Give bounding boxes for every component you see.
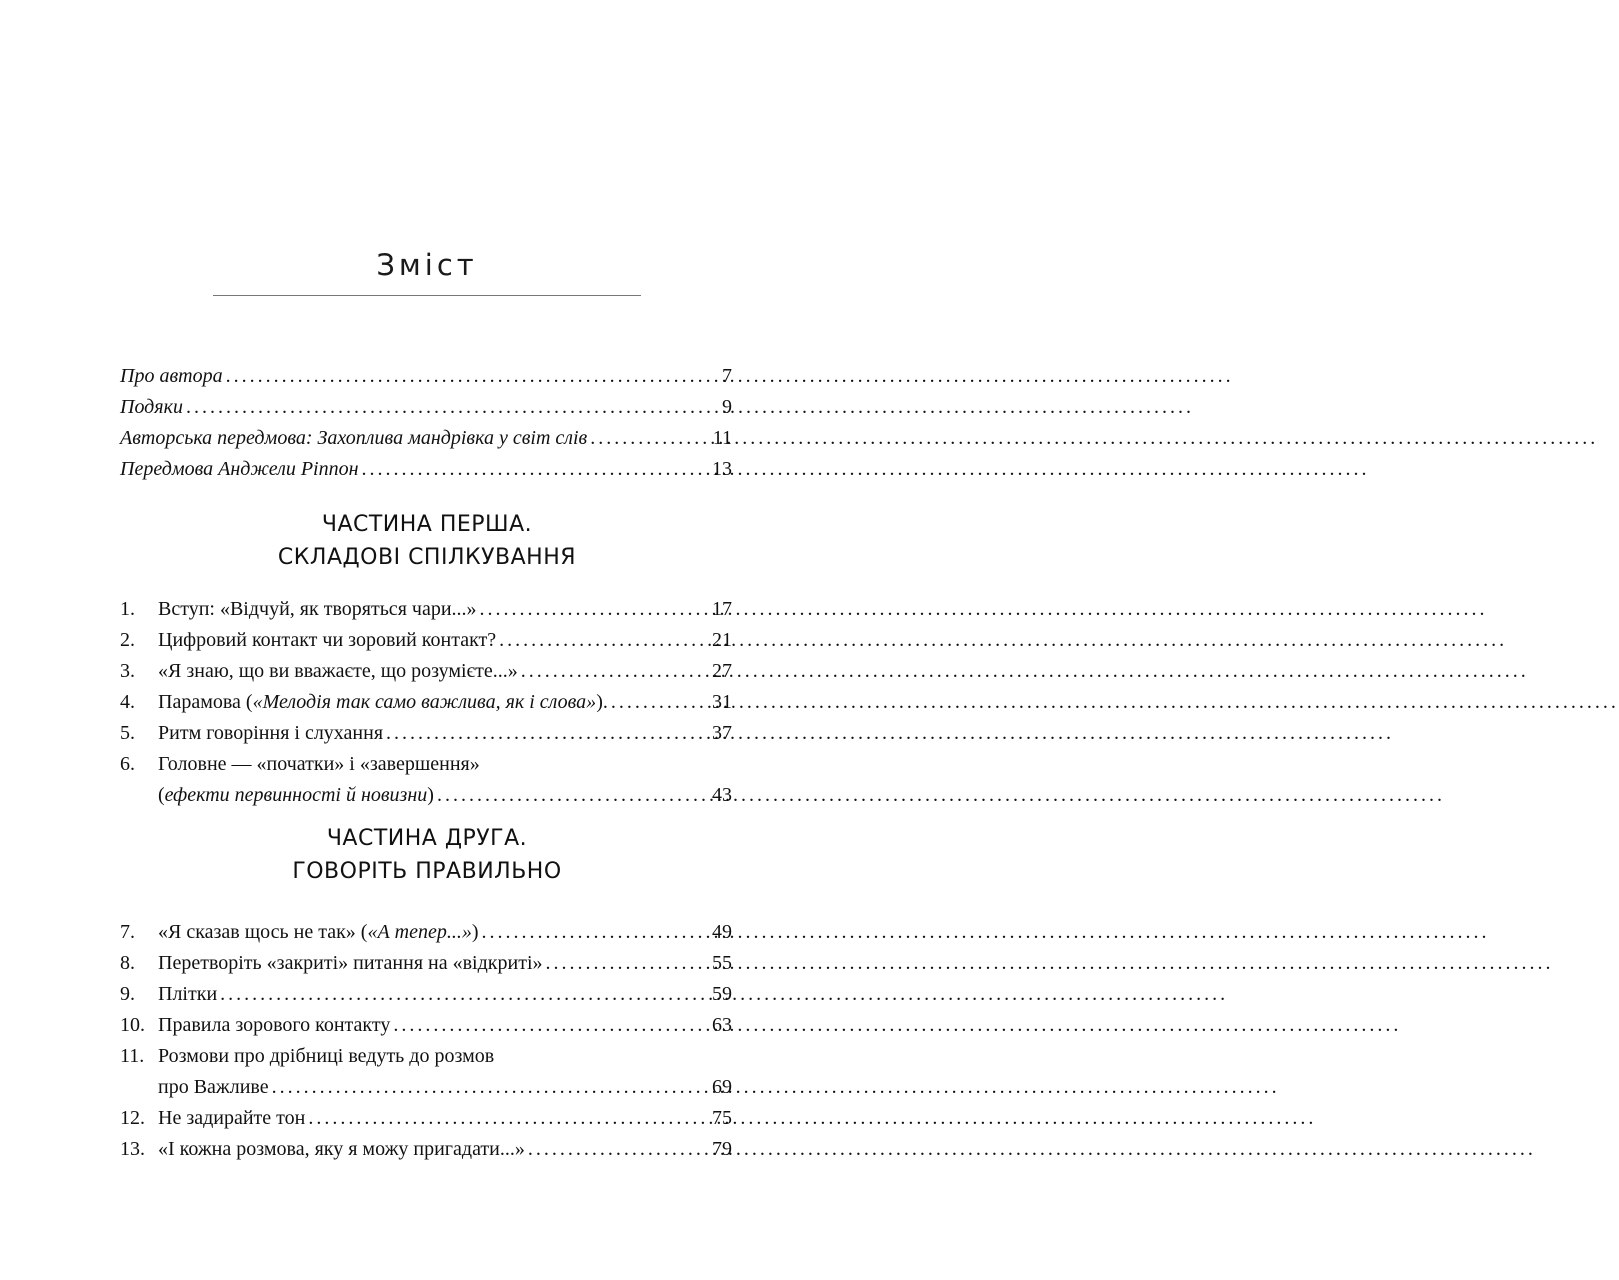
chapter-number: 12. [120, 1107, 145, 1129]
toc-entry-title: Цифровий контакт чи зоровий контакт? [158, 629, 497, 651]
front-matter-list [120, 361, 732, 485]
toc-page-number: 59 [712, 983, 732, 1005]
toc-page-number: 79 [712, 1138, 732, 1160]
chapter-number: 2. [120, 629, 135, 651]
part-one-title: СКЛАДОВІ СПІЛКУВАННЯ [277, 545, 577, 570]
toc-entry-title: Подяки [120, 396, 183, 418]
toc-page-number: 75 [712, 1107, 732, 1129]
part-two-list [120, 917, 732, 1165]
toc-entry-line [120, 1041, 732, 1072]
toc-entry-title-italic: «Мелодія так само важлива, як і слова» [252, 691, 597, 713]
page-title: Зміст [376, 248, 478, 282]
chapter-number: 10. [120, 1014, 145, 1036]
toc-page-number: 63 [712, 1014, 732, 1036]
toc-entry-title [158, 780, 434, 811]
toc-page-number: 69 [712, 1076, 732, 1098]
leader-dots [393, 1010, 708, 1041]
toc-entry-acknowledgements[interactable] [120, 392, 732, 423]
leader-dots [528, 1134, 708, 1165]
toc-page-number: 31 [712, 691, 732, 713]
toc-page-number: 55 [712, 952, 732, 974]
toc-entry-title-plain: ). [596, 691, 608, 713]
toc-page-number: 7 [722, 365, 732, 387]
toc-entry-chapter-13[interactable] [120, 1134, 732, 1165]
toc-entry-title: Авторська передмова: Захоплива мандрівка у світ слів [120, 427, 588, 449]
toc-page-number: 37 [712, 722, 732, 744]
toc-page-number: 27 [712, 660, 732, 682]
toc-entry-title: Не задирайте тон [158, 1107, 306, 1129]
toc-entry-title-plain: Парамова ( [158, 691, 253, 713]
toc-page-number: 17 [712, 598, 732, 620]
toc-entry-title-plain: ) [471, 921, 479, 943]
toc-entry-title-plain: ) [427, 784, 434, 806]
chapter-number: 5. [120, 722, 135, 744]
toc-page-number: 21 [712, 629, 732, 651]
leader-dots [480, 594, 708, 625]
toc-entry-title-plain: ( [158, 784, 165, 806]
leader-dots [546, 948, 708, 979]
toc-entry-title: Передмова Анджели Ріппон [120, 458, 359, 480]
toc-entry-title: Перетворіть «закриті» питання на «відкриті» [158, 952, 543, 974]
leader-dots [437, 780, 708, 811]
toc-entry-title: «Я знаю, що ви вважаєте, що розумієте...» [158, 660, 518, 682]
toc-entry-chapter-11[interactable] [120, 1041, 732, 1103]
leader-dots [521, 656, 708, 687]
toc-entry-chapter-1[interactable] [120, 594, 732, 625]
part-one-list [120, 594, 732, 811]
leader-dots [590, 423, 708, 454]
leader-dots [226, 361, 708, 392]
toc-entry-title: Вступ: «Відчуй, як творяться чари...» [158, 598, 477, 620]
leader-dots [386, 718, 708, 749]
toc-entry-line [120, 749, 732, 780]
chapter-number: 9. [120, 983, 135, 1005]
leader-dots [308, 1103, 708, 1134]
toc-entry-title: Розмови про дрібниці ведуть до розмов [158, 1045, 495, 1067]
toc-entry-chapter-9[interactable] [120, 979, 732, 1010]
leader-dots [272, 1072, 708, 1103]
toc-entry-continuation [120, 1072, 732, 1103]
toc-entry-title [158, 687, 608, 718]
toc-entry-title [158, 917, 479, 948]
toc-entry-chapter-3[interactable] [120, 656, 732, 687]
toc-entry-author-preface[interactable] [120, 423, 732, 454]
leader-dots [611, 687, 708, 718]
toc-page-number: 9 [722, 396, 732, 418]
toc-entry-about-author[interactable] [120, 361, 732, 392]
toc-entry-title-italic: «А тепер...» [367, 921, 472, 943]
chapter-number: 7. [120, 921, 135, 943]
chapter-number: 8. [120, 952, 135, 974]
toc-entry-title-italic: ефекти первинності й новизни [164, 784, 428, 806]
leader-dots [186, 392, 708, 423]
part-one-heading [213, 508, 641, 574]
toc-entry-title: Плітки [158, 983, 218, 1005]
toc-entry-title: «І кожна розмова, яку я можу пригадати...» [158, 1138, 525, 1160]
toc-entry-title: Правила зорового контакту [158, 1014, 391, 1036]
leader-dots [499, 625, 708, 656]
chapter-number: 1. [120, 598, 135, 620]
leader-dots [482, 917, 708, 948]
toc-entry-chapter-5[interactable] [120, 718, 732, 749]
title-divider [213, 295, 641, 296]
part-two-heading [213, 822, 641, 888]
toc-entry-chapter-2[interactable] [120, 625, 732, 656]
toc-entry-chapter-12[interactable] [120, 1103, 732, 1134]
toc-entry-chapter-6[interactable] [120, 749, 732, 811]
toc-entry-chapter-4[interactable] [120, 687, 732, 718]
toc-entry-rippon-preface[interactable] [120, 454, 732, 485]
toc-entry-chapter-8[interactable] [120, 948, 732, 979]
toc-page-number: 13 [712, 458, 732, 480]
chapter-number: 13. [120, 1138, 145, 1160]
toc-entry-chapter-7[interactable] [120, 917, 732, 948]
toc-entry-title: Ритм говоріння і слухання [158, 722, 384, 744]
chapter-number: 3. [120, 660, 135, 682]
toc-page-number: 49 [712, 921, 732, 943]
chapter-number: 11. [120, 1045, 145, 1067]
chapter-number: 6. [120, 753, 135, 775]
chapter-number: 4. [120, 691, 135, 713]
toc-entry-chapter-10[interactable] [120, 1010, 732, 1041]
leader-dots [362, 454, 708, 485]
toc-entry-title-plain: «Я сказав щось не так» ( [158, 921, 368, 943]
toc-page-number: 11 [712, 427, 732, 449]
toc-entry-title: Головне — «початки» і «завершення» [158, 753, 480, 775]
toc-entry-continuation [120, 780, 732, 811]
part-two-title: ГОВОРІТЬ ПРАВИЛЬНО [292, 859, 562, 884]
toc-entry-title: про Важливе [158, 1076, 269, 1098]
leader-dots [220, 979, 708, 1010]
toc-page-number: 43 [712, 784, 732, 806]
toc-entry-title: Про автора [120, 365, 223, 387]
part-one-label: ЧАСТИНА ПЕРША. [321, 512, 533, 537]
part-two-label: ЧАСТИНА ДРУГА. [326, 826, 528, 851]
